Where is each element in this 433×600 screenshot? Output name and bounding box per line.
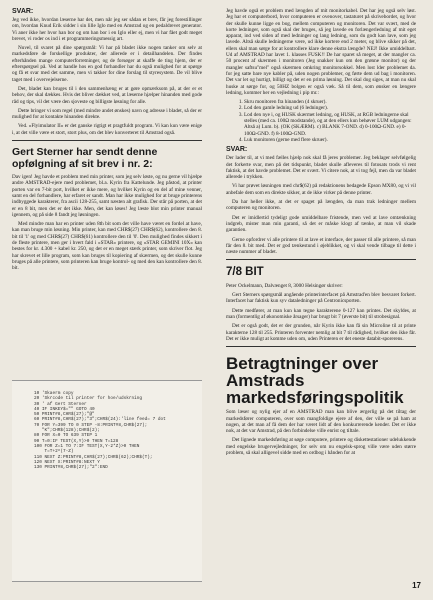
listing-line: 60 PRINT#8,CHR$(27);"3";CHR$(24):'line feed= 7 dot	[34, 417, 166, 423]
article-paragraph: Det lignede markedsføring at søge computere, printere og diskettestationer udelukkende med engelske brugervejledninger, for selv om nu engelsk-sprog ville være uden større problem, så skal alligevel sidde med en ordbog i hånden for at	[226, 437, 416, 457]
section-divider	[226, 346, 416, 347]
listing-line: 80 FOR X=0 TO 639 STEP 1	[34, 433, 98, 439]
list-item: 2. Lod den gamle ledning ud (6 ledninger).	[244, 105, 416, 111]
letter-heading: Gert Sterner har sendt denne opfølgning af sit brev i nr. 2:	[12, 146, 158, 170]
listing-line: 40 IF INKEY$="" GOTO 40	[34, 406, 95, 412]
list-item: 3. Lod den nye i, og HUSK skærmet ledning, og HUSK, at RGB ledningerne skal stelles (med ca. 100Ω modstande), og at den ellers kun behøver LUM udgangen: Altså a) Lum. b). (OK (SKÆRM). c) BLANK 7-OND. d) 0-100Ω-GND. e) 0-100Ω-GND. f) 8-100Ω-GND.	[244, 112, 416, 137]
listing-line: 90 T=0:IF TEST(X,Y)>0 THEN T=128	[34, 438, 119, 444]
listing-line: 10 'Skaerm copy	[34, 391, 74, 396]
list-item: 4. Luk monitoren (gerne med flere skruer).	[244, 137, 416, 143]
letter-paragraph: Dav igen! Jeg havde et problem med min printer, som jeg selv løste, og nu gerne vil hjælpe andre AMSTRAD-ejere med problemet, bl.a. Kyrin fra Kattelunde. Jeg påstod, at printer porten var en 7-bit port, hvilket er ikke mere, og hvilket Kyrin og en del af mine venner, samt en del forhandlere, har erfaret er sandt. Man har ikke mulighed for at bruge printerens indbyggede karakterer, fra ascii 128-255, samt næsten alt grafisk. Der står på porten, at det er en 8 bit, men det er det ikke. Men, det kan løses! Jeg læste blot min printer manual igennem, og på side 8 fandt jeg løsningen.	[12, 174, 202, 218]
answer-paragraph: Ved. »Flyimulator II« er det ganske rigtigt et pragtfuldt program. Vi kan kun være enige i, at det ville være et stort, stort plus, om det blev konverteret til Amstrad også.	[12, 123, 202, 136]
listing-code	[34, 391, 202, 470]
listing-line: T=T+2^(7-Z)	[44, 449, 74, 455]
letter-paragraph: Jeg havde også et problem med længden af mit monitorkabel. Det har jeg også selv løst. Jeg har et computerbord, hvor computeren er ovenover, tastaturet på skrivebordet, og hvor der skulle kunne ligge en bog, mellem computeren og monitoren. Det var svært, med de korte ledninger, som også skal der bruges, så jeg lavede en forlængerledning af mit eget apparat, ind ved siden af med ledninger og lang ledning, som du godt kan lave, som jeg lavede. Altså skulle ledningerne være, ud ikke kortere end 2 meter, og blive sikker på det, ellers skal man sørge for at kontrollere klare denne ekstra længde? NEJ! Ikke umiddelbart. Ud af AMSTRAD har lavet 1. klasses FUSK!! De har sparet så meget, at der mangler ca. 50 procent af skærmen i monitoren (Jeg snakker kun om den grønne monitor) og der mangler saftsu"mel" også skærmen omkring monitorsokkel. Men lost lder problemet da. for jeg satte bare nye kabler på, uden nogen problemer, og førte dem ud bag i monitoren. Det var let og hurtigt, billigt og det er en prima løsning. Det skal dog siges, at man nu skal huske at sørge for, og 50HZ bolgen er også væk. Så til dem, som ønsker en længere ledning, kommer her en vejledning i pip mr.:	[226, 8, 416, 96]
page-number: 17	[412, 581, 421, 590]
answer-paragraph: Nuvel, til svaret på dine spørgsmål: Vi har på bladet ikke nogen tanker om selv at markedsføre de forskellige produkter, der allerede er i detailhandelen. Der findes efterhånden mange computerforretninger, og de forsøger at skaffe de ting hjem, der er efterspørgsel på. Ved at handle hos en god forhandler har du også mulighed for at spørge og få et svar med det samme, men vi takker for dine forslag til styresystem. De vil blive taget med i overvejelserne.	[12, 45, 202, 83]
article-heading: Betragtninger over Amstrads markedsføringspolitik	[226, 354, 404, 408]
section-divider	[226, 259, 416, 260]
left-column	[12, 8, 202, 275]
answer-paragraph: Jeg ved ikke, hvordan læserne har det, men når jeg ser sådan et brev, får jeg forestillinger om, hvordan Knud Erik sidder i sin lille Iglo med en Amstrad og en pedaldrevet generator. Vi aner ikke her hvor han bor og om han bor i en Iglo eller ej, men vi har fået godt meget brevet, vi roder os ind i et programmeringsmessig art.	[12, 17, 202, 42]
letter-paragraph: Dette medfører, at man kun kan tegne karakterene 0-127 kan printes. Det skyldes, at man (formentlig af økonomiske årsager) har brugt bit 7 (øverste bit) til strobesignal.	[226, 307, 416, 321]
letter-paragraph: Med mindre man har en printer uden 8th bit som det ville have været en fordel at have, kan man bruge min løsning. Min printer, kan med CHR$(27) CHR$(62), kontrollere den 8. bit til '1' og med CHR$(27) CHR$(61) kontrollere den til '0'. Den mulighed findes sikkert i de fleste printere, men ger i hvert fald i »STAR« printere, og »STAR GEMINI 10X« kan bestes for kr. 4.300 + kabel kr. 250, og det er en meget stærk printer, som skriver flot. Jeg har skrevet et lille program, som kan bruges til kopiering af skærmen, og det skulle kunne bruges på alle printere, som printeren kan bruge kontrol- og med den kan kontrollere den 8. bit.	[12, 221, 202, 272]
steps-list	[236, 99, 416, 143]
letter-paragraph: Gert Sterners spørgsmål angående printerinterfacet på Amstrad'en blev besvaret forkert. Interfacet har faktisk kun syv dataledninger på Centronicsporten.	[226, 292, 416, 305]
listing-line: 120 NEXT X:PRINT#8:NEXT Y	[34, 459, 100, 465]
svar-label: SVAR:	[226, 146, 248, 154]
listing-line: 50 PRINT#8,CHR$(27);"@"	[34, 412, 95, 418]
section-heading-7-8-bit: 7/8 BIT	[226, 266, 264, 279]
answer-paragraph: Der lader til, at vi med fælles hjælp nok skal få jeres problemer. Jeg beklager selvfølgelig det forkerte svar, men på det tidspunkt, bladet skulle afleveres til fotosats trods vi rent faktisk, at det havde problemet. Det er svært. Vi citere nok, at vi tog fejl, men da var bladet allerede i trykken.	[226, 155, 416, 181]
article-paragraph: Som læser og nylig ejer af en AMSTRAD man kan blive ærgerlig på det tiltag der markedsfører computeren, over som mangfoldige ejere af den, der ville se på ham at nogen, at det man af få dem der har været lidt af den konkurrerende kender. Det er ikke nok, at det var Amstrad, på den forbindelse ville enrist og tiltale.	[226, 409, 416, 435]
listing-line: 130 PRINT#8,CHR$(27);"2":END	[34, 465, 108, 471]
listing-line: "K";CHR$(128);CHR$(2);	[41, 428, 100, 434]
svar-label: SVAR:	[12, 8, 34, 15]
answer-paragraph: Det, bladet kan bruges til i den sammenhæng er at gøre opmærksom på, at der er et behov, der skal dækkes. Hvis det bliver dækket ved, at læserne hjælper hinanden med gode råd og tips, vil det være den sjoveste og billigste løsning for alle.	[12, 85, 202, 105]
answer-paragraph: Dette bringer vi som regel (med mindre andet ønskes) navn og adresse i bladet, så der er mulighed for at kontakte hinanden direkte.	[12, 107, 202, 121]
listing-line: 20 'Skrcode til printer for hoe/udskrning	[34, 396, 143, 402]
section-divider	[12, 140, 202, 141]
answer-paragraph: Det er imidlertid tydeligt gode umiddelbare fristende, men ved at lave omtænkning indgreb, mister man min garanti, så det er måske klogt af tænke, at man vil skade garantien.	[226, 214, 416, 234]
list-item: 1. Skru monitoren fra hinanden (4 skruer).	[244, 99, 416, 105]
listing-line: 110 NEXT Z:PRINT#8,CHR$(27);CHR$(62);CHR$(T);	[34, 454, 153, 460]
right-column	[226, 8, 416, 459]
listing-line: 70 FOR Y=399 TO 0 STEP -8:PRINT#8,CHR$(27);	[34, 422, 148, 428]
letter-paragraph: Peter Ockelmann, Dalvænget 8, 3000 Helsingør skriver:	[226, 282, 343, 289]
answer-paragraph: Gerne opfordrer vi alle printere til at lave et interface, der passer til alle printere, så man får den 8. bit med. Det er god tænkestund i øjeblikket, og vi skal vende tilbage til dette i næste nummer af bladet.	[226, 236, 416, 256]
program-listing	[12, 380, 202, 582]
letter-paragraph: Det er også godt, det er der grunden, når Kyrin ikke kan få sin Microline til at printe karakterne 128 til 255. Printeren forventer nemlig at bit 7 til rådighed, hvilket den ikke får. Det er ikke muligt at komme uden om, uden Printeren er det eneste databit-sporerens.	[226, 323, 416, 342]
listing-line: 30 ' af Gert Sterner	[34, 401, 87, 407]
listing-line: 100 FOR Z=1 TO 7:IF TEST(X,Y-2*Z)>0 THEN	[34, 443, 140, 449]
answer-paragraph: Vi har prøvet løsningen med chr$(62) på redaktionens bedagede Epson MX80, og vi vil anbefale dem som en direkte sikker, at de ikke virker på denne printer.	[226, 183, 416, 196]
answer-paragraph: Da har heller ikke, at det er spaget på længden, da man trak ledninger mellem computeren og monitoren.	[226, 199, 416, 212]
